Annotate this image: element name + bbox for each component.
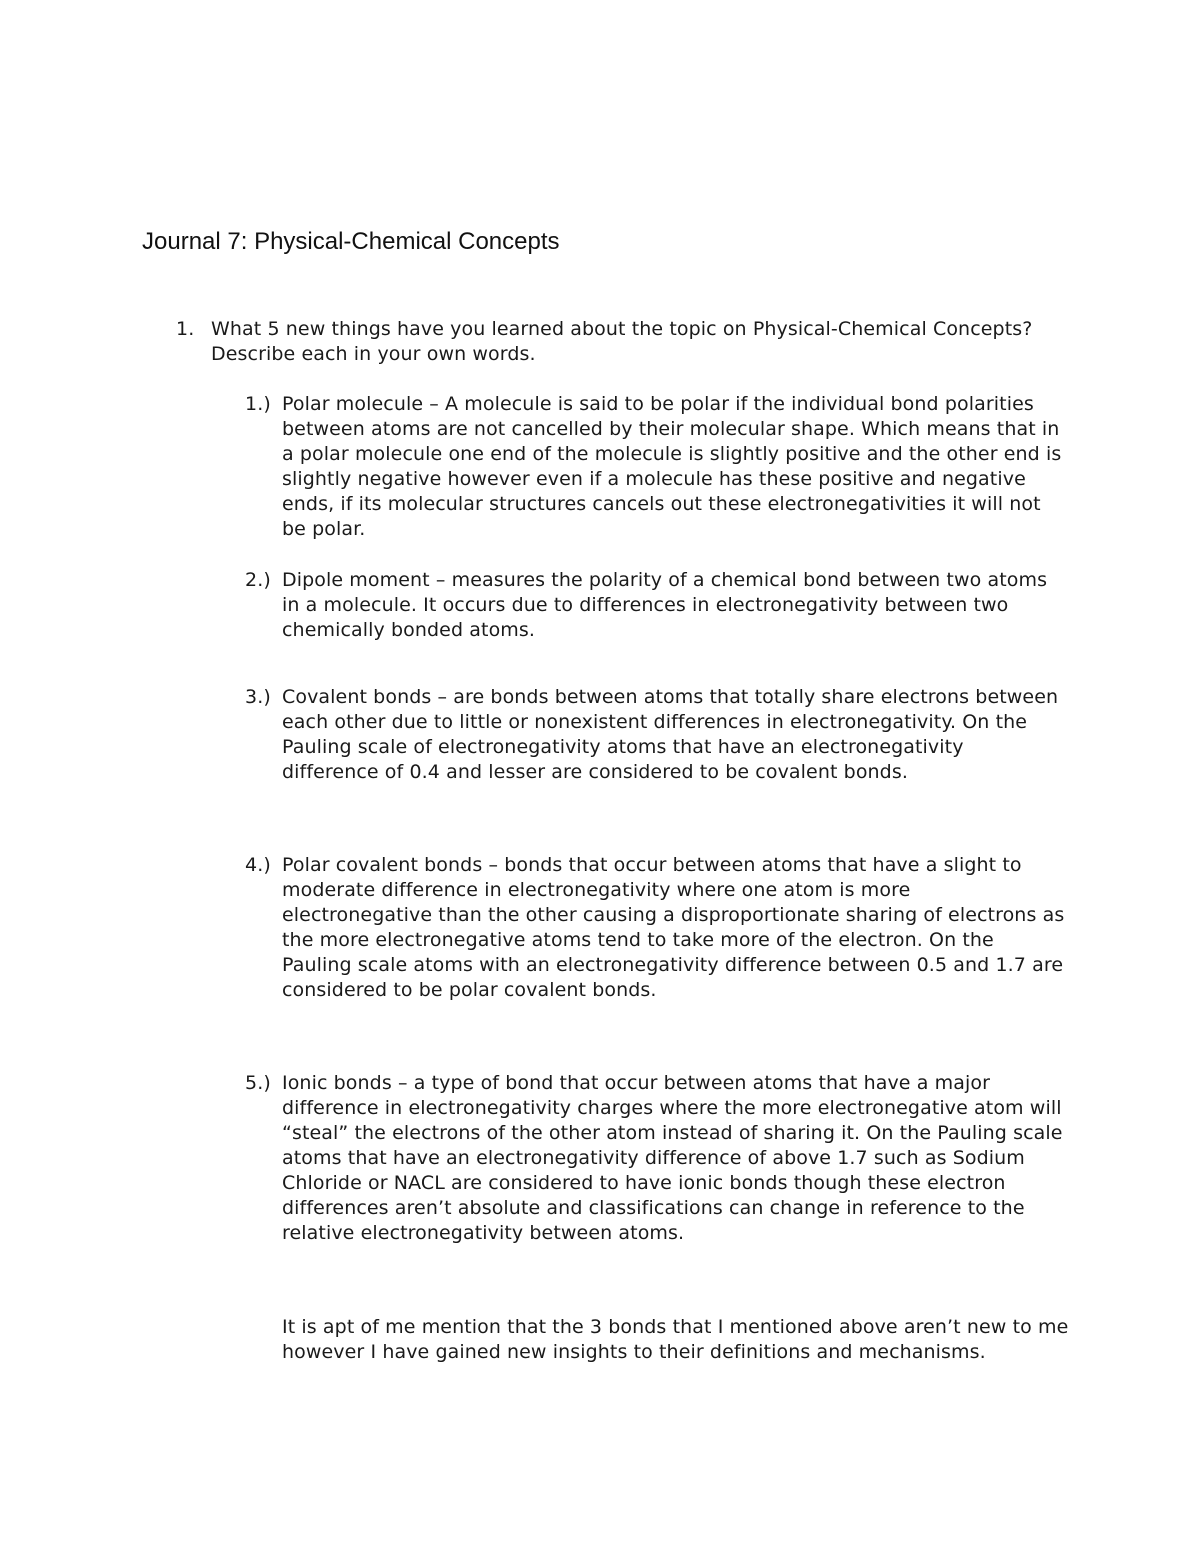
answer-item-text: Polar molecule – A molecule is said to be polar if the individual bond polarities between atoms are not cancelled by their molecular shape. Which means that in a polar molecule one end of the molecule is slightly positive and the other end is slightly negative however even if a molecule has these positive and negative ends, if its molecular structures cancels out these electronegativities it will not be polar.: [282, 393, 1062, 540]
question-number: 1.: [176, 318, 195, 340]
answer-item-number: 4.): [245, 854, 271, 876]
answer-item-1: [245, 392, 1065, 542]
answer-item-text: Dipole moment – measures the polarity of a chemical bond between two atoms in a molecule. It occurs due to differences in electronegativity between two chemically bonded atoms.: [282, 569, 1048, 641]
answer-item-4: [245, 853, 1065, 1003]
answer-item-number: 2.): [245, 569, 271, 591]
closing-paragraph: It is apt of me mention that the 3 bonds that I mentioned above aren’t new to me however I have gained new insights to their definitions and mechanisms.: [282, 1316, 1069, 1363]
answer-item-text: Polar covalent bonds – bonds that occur between atoms that have a slight to moderate difference in electronegativity where one atom is more electronegative than the other causing a disproportionate sharing of electrons as the more electronegative atoms tend to take more of the electron. On the Pauling scale atoms with an electronegativity difference between 0.5 and 1.7 are considered to be polar covalent bonds.: [282, 854, 1065, 1001]
answer-item-5: [245, 1071, 1065, 1246]
document-title: Journal 7: Physical-Chemical Concepts: [142, 228, 560, 255]
question-text: What 5 new things have you learned about the topic on Physical-Chemical Concepts? Describe each in your own words.: [211, 318, 1033, 365]
answer-item-number: 5.): [245, 1072, 271, 1094]
answer-item-text: Ionic bonds – a type of bond that occur between atoms that have a major difference in electronegativity charges where the more electronegative atom will “steal” the electrons of the other atom instead of sharing it. On the Pauling scale atoms that have an electronegativity difference of above 1.7 such as Sodium Chloride or NACL are considered to have ionic bonds though these electron differences aren’t absolute and classifications can change in reference to the relative electronegativity between atoms.: [282, 1072, 1063, 1244]
answer-item-text: Covalent bonds – are bonds between atoms that totally share electrons between each other due to little or nonexistent differences in electronegativity. On the Pauling scale of electronegativity atoms that have an electronegativity difference of 0.4 and lesser are considered to be covalent bonds.: [282, 686, 1059, 783]
question: [176, 317, 1056, 367]
answer-item-number: 1.): [245, 393, 271, 415]
answer-item-3: [245, 685, 1065, 785]
answer-item-number: 3.): [245, 686, 271, 708]
answer-item-2: [245, 568, 1065, 643]
